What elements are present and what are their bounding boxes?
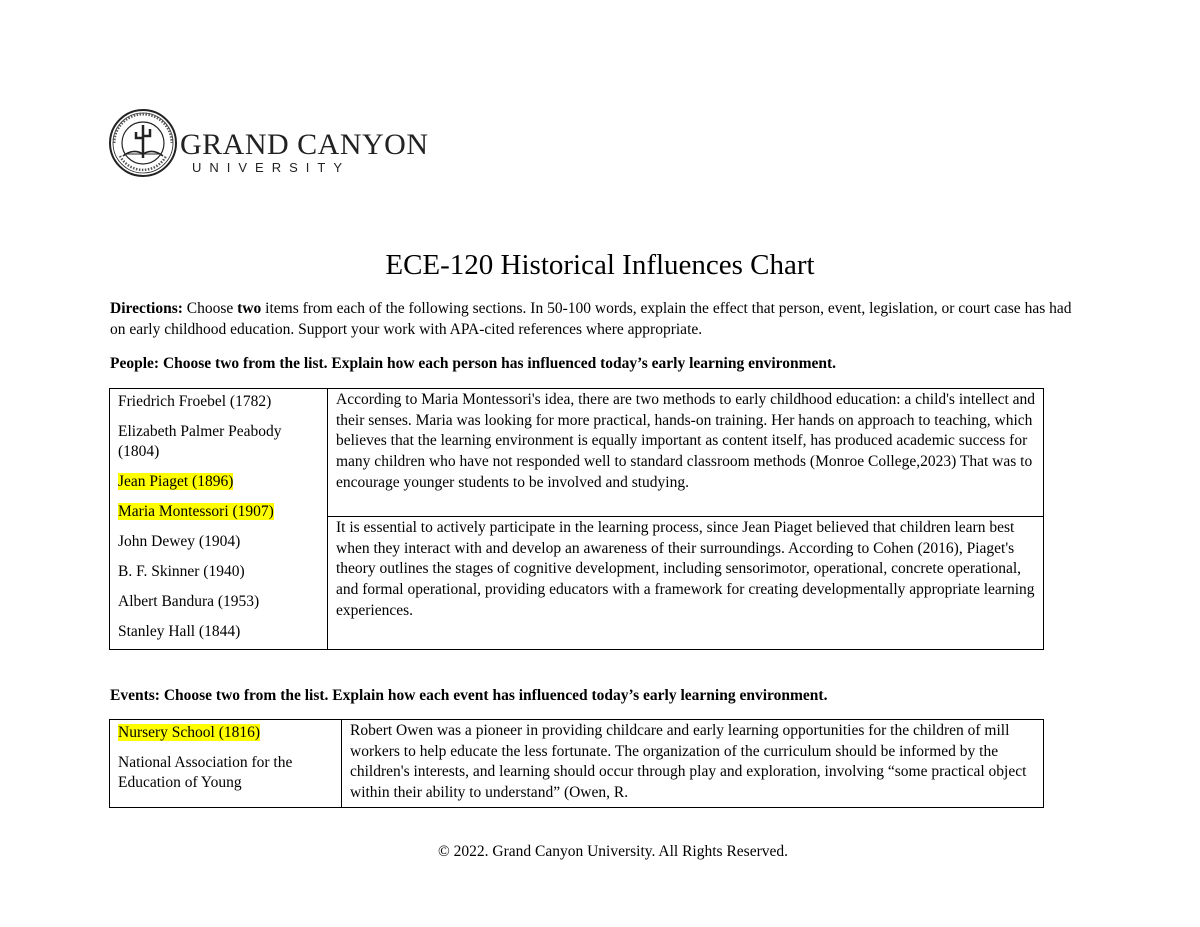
directions-emphasis: two: [237, 300, 262, 317]
directions-label: Directions:: [110, 300, 183, 317]
directions-text-b: items from each of the following sections. In 50-100 words, explain the effect that person, event, legislation, or court case has had on early childhood education. Support your work with APA-cited references where appropriate.: [110, 300, 1072, 338]
logo-title: GRAND CANYON: [180, 128, 429, 161]
events-response-1: Robert Owen was a pioneer in providing childcare and early learning opportunities for the children of mill workers to help educate the less fortunate. The organization of the curriculum should be informed by the children's interests, and learning should occur through play and exploration, involving “some practical object within their ability to understand” (Owen, R.: [342, 720, 1044, 808]
people-response-2: It is essential to actively participate in the learning process, since Jean Piaget believed that children learn best when they interact with and develop an awareness of their surroundings. According to Cohen (2016), Piaget's theory outlines the stages of cognitive development, including sensorimotor, operational, concrete operational, and formal operational, providing educators with a framework for creating developmentally appropriate learning experiences.: [328, 517, 1044, 650]
list-item: Stanley Hall (1844): [118, 623, 241, 640]
list-item: John Dewey (1904): [118, 533, 241, 550]
people-response-1: According to Maria Montessori's idea, there are two methods to early childhood education: a child's intellect and their senses. Maria was looking for more practical, hands-on training. Her hands on approach to teaching, which believes that the learning environment is equally important as content itself, has produced academic success for many children who have not responded well to standard classroom methods (Monroe College,2023) That was to encourage younger students to be involved and studying.: [328, 389, 1044, 517]
people-heading: People: Choose two from the list. Explain how each person has influenced today’s early learning environment.: [110, 355, 837, 372]
list-item-highlighted: Jean Piaget (1896): [118, 473, 234, 490]
list-item-highlighted: Nursery School (1816): [118, 724, 261, 741]
events-list-cell: [110, 720, 342, 808]
copyright-footer: © 2022. Grand Canyon University. All Rights Reserved.: [437, 843, 788, 860]
list-item: Elizabeth Palmer Peabody (1804): [118, 423, 282, 460]
people-table: [109, 388, 1044, 650]
list-item: Friedrich Froebel (1782): [118, 393, 272, 410]
list-item: National Association for the Education of Young: [118, 754, 293, 791]
university-seal-icon: [108, 108, 178, 178]
people-list-cell: [110, 389, 328, 650]
logo-subtitle: UNIVERSITY: [192, 160, 351, 175]
university-logo: [108, 108, 429, 178]
list-item: Albert Bandura (1953): [118, 593, 260, 610]
directions-paragraph: [110, 298, 1090, 340]
events-heading: Events: Choose two from the list. Explain how each event has influenced today’s early learning environment.: [110, 687, 828, 704]
directions-text-a: Choose: [182, 300, 238, 317]
list-item: B. F. Skinner (1940): [118, 563, 245, 580]
list-item-highlighted: Maria Montessori (1907): [118, 503, 274, 520]
events-table: [109, 719, 1044, 808]
document-title: ECE-120 Historical Influences Chart: [385, 249, 815, 281]
